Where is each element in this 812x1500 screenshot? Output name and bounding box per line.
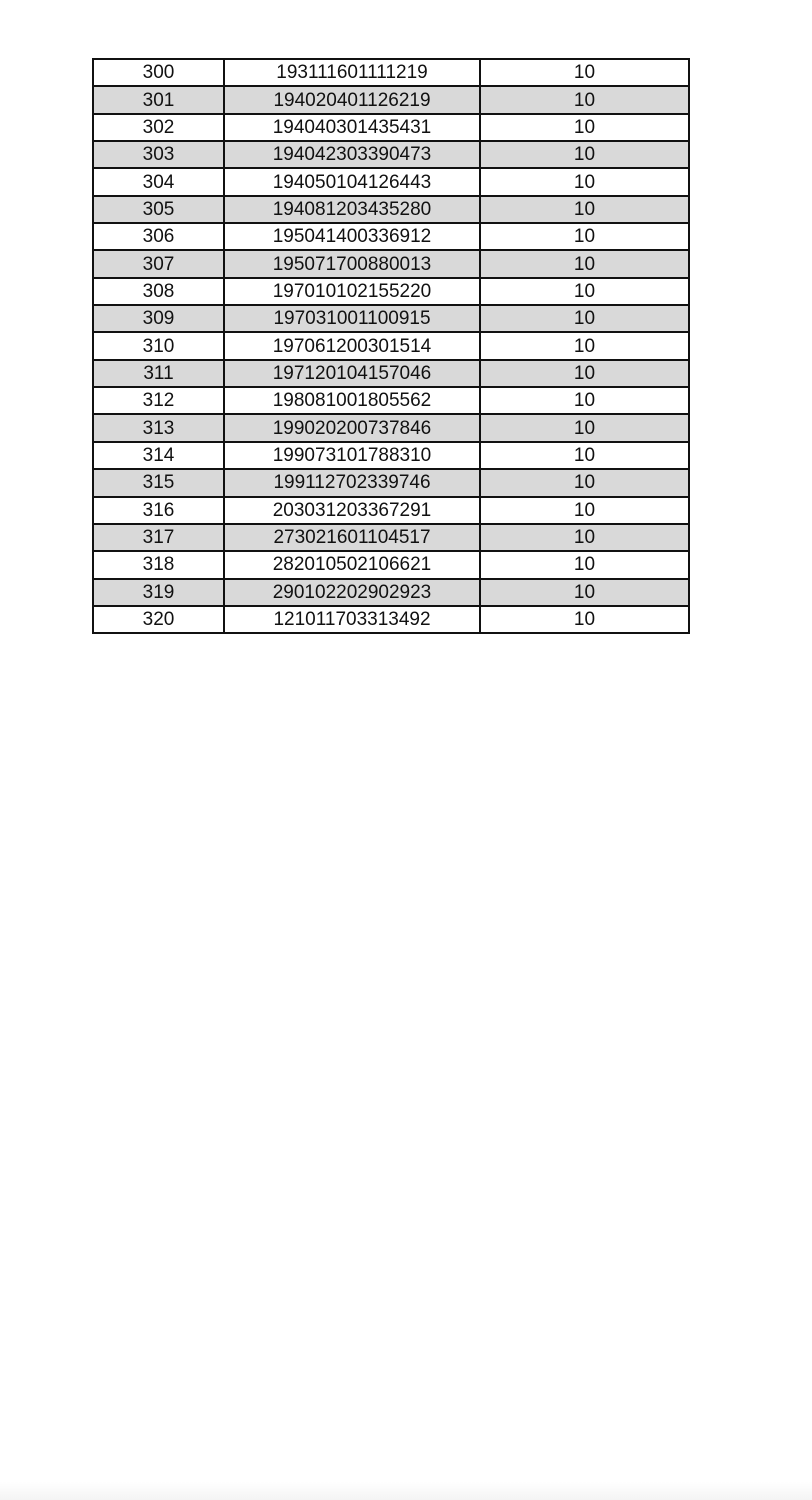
row-number-cell: 305 bbox=[93, 196, 224, 223]
value-cell: 10 bbox=[480, 606, 689, 633]
row-number-cell: 311 bbox=[93, 360, 224, 387]
table-row bbox=[93, 387, 689, 414]
value-cell: 10 bbox=[480, 579, 689, 606]
table-row bbox=[93, 278, 689, 305]
table-row bbox=[93, 114, 689, 141]
row-number-cell: 318 bbox=[93, 551, 224, 578]
value-cell: 10 bbox=[480, 114, 689, 141]
row-number-cell: 320 bbox=[93, 606, 224, 633]
value-cell: 10 bbox=[480, 442, 689, 469]
value-cell: 10 bbox=[480, 414, 689, 441]
row-number-cell: 314 bbox=[93, 442, 224, 469]
table-row bbox=[93, 442, 689, 469]
table-row bbox=[93, 86, 689, 113]
value-cell: 10 bbox=[480, 168, 689, 195]
id-number-cell: 197061200301514 bbox=[224, 332, 480, 359]
id-number-cell: 194050104126443 bbox=[224, 168, 480, 195]
page-bottom-edge bbox=[0, 1482, 812, 1500]
value-cell: 10 bbox=[480, 250, 689, 277]
value-cell: 10 bbox=[480, 86, 689, 113]
table-row bbox=[93, 579, 689, 606]
id-number-cell: 195071700880013 bbox=[224, 250, 480, 277]
table-body bbox=[93, 59, 689, 633]
table-row bbox=[93, 360, 689, 387]
row-number-cell: 315 bbox=[93, 469, 224, 496]
table-row bbox=[93, 59, 689, 86]
table-row bbox=[93, 332, 689, 359]
value-cell: 10 bbox=[480, 360, 689, 387]
table-row bbox=[93, 414, 689, 441]
row-number-cell: 302 bbox=[93, 114, 224, 141]
value-cell: 10 bbox=[480, 141, 689, 168]
id-number-cell: 195041400336912 bbox=[224, 223, 480, 250]
row-number-cell: 304 bbox=[93, 168, 224, 195]
value-cell: 10 bbox=[480, 497, 689, 524]
table-row bbox=[93, 141, 689, 168]
id-number-cell: 197010102155220 bbox=[224, 278, 480, 305]
data-table bbox=[92, 58, 690, 634]
id-number-cell: 282010502106621 bbox=[224, 551, 480, 578]
id-number-cell: 194020401126219 bbox=[224, 86, 480, 113]
table-row bbox=[93, 223, 689, 250]
row-number-cell: 317 bbox=[93, 524, 224, 551]
row-number-cell: 316 bbox=[93, 497, 224, 524]
row-number-cell: 312 bbox=[93, 387, 224, 414]
id-number-cell: 199020200737846 bbox=[224, 414, 480, 441]
id-number-cell: 199073101788310 bbox=[224, 442, 480, 469]
row-number-cell: 313 bbox=[93, 414, 224, 441]
id-number-cell: 198081001805562 bbox=[224, 387, 480, 414]
value-cell: 10 bbox=[480, 551, 689, 578]
table-row bbox=[93, 168, 689, 195]
table-row bbox=[93, 524, 689, 551]
table-row bbox=[93, 305, 689, 332]
value-cell: 10 bbox=[480, 196, 689, 223]
row-number-cell: 301 bbox=[93, 86, 224, 113]
id-number-cell: 199112702339746 bbox=[224, 469, 480, 496]
row-number-cell: 307 bbox=[93, 250, 224, 277]
id-number-cell: 273021601104517 bbox=[224, 524, 480, 551]
value-cell: 10 bbox=[480, 332, 689, 359]
id-number-cell: 194081203435280 bbox=[224, 196, 480, 223]
table-row bbox=[93, 497, 689, 524]
id-number-cell: 197031001100915 bbox=[224, 305, 480, 332]
table-row bbox=[93, 196, 689, 223]
row-number-cell: 303 bbox=[93, 141, 224, 168]
table-row bbox=[93, 606, 689, 633]
value-cell: 10 bbox=[480, 278, 689, 305]
id-number-cell: 194040301435431 bbox=[224, 114, 480, 141]
row-number-cell: 319 bbox=[93, 579, 224, 606]
id-number-cell: 194042303390473 bbox=[224, 141, 480, 168]
value-cell: 10 bbox=[480, 469, 689, 496]
id-number-cell: 121011703313492 bbox=[224, 606, 480, 633]
id-number-cell: 203031203367291 bbox=[224, 497, 480, 524]
value-cell: 10 bbox=[480, 305, 689, 332]
table-row bbox=[93, 250, 689, 277]
row-number-cell: 300 bbox=[93, 59, 224, 86]
value-cell: 10 bbox=[480, 223, 689, 250]
id-number-cell: 197120104157046 bbox=[224, 360, 480, 387]
id-number-cell: 290102202902923 bbox=[224, 579, 480, 606]
value-cell: 10 bbox=[480, 59, 689, 86]
value-cell: 10 bbox=[480, 387, 689, 414]
value-cell: 10 bbox=[480, 524, 689, 551]
id-number-cell: 193111601111219 bbox=[224, 59, 480, 86]
table-row bbox=[93, 551, 689, 578]
row-number-cell: 310 bbox=[93, 332, 224, 359]
row-number-cell: 308 bbox=[93, 278, 224, 305]
row-number-cell: 306 bbox=[93, 223, 224, 250]
row-number-cell: 309 bbox=[93, 305, 224, 332]
table-row bbox=[93, 469, 689, 496]
